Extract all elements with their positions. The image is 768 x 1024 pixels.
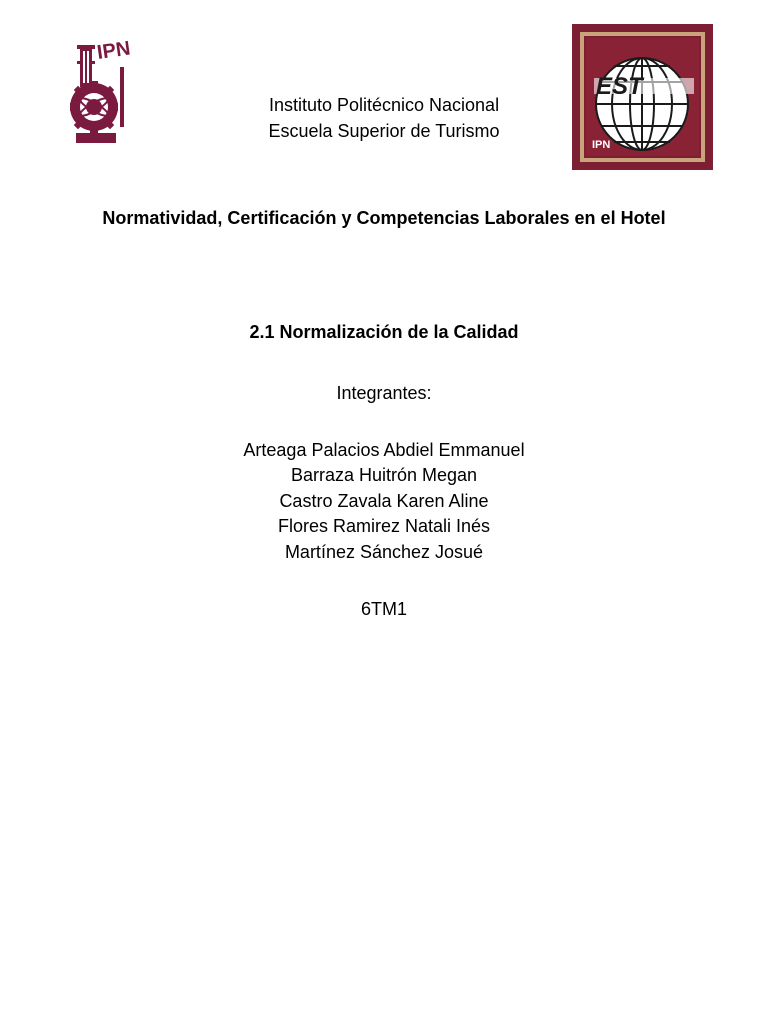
school-name: Escuela Superior de Turismo [268,121,500,141]
member-name: Arteaga Palacios Abdiel Emmanuel [243,440,525,460]
institution-name: Instituto Politécnico Nacional [268,95,500,115]
document-title: Normatividad, Certificación y Competencias Laborales en el Hotel [102,208,666,228]
est-globe-icon [572,24,713,170]
member-name: Martínez Sánchez Josué [284,542,484,562]
svg-text:IPN: IPN [95,37,130,64]
svg-text:EST: EST [596,73,643,100]
member-name: Barraza Huitrón Megan [290,465,478,485]
member-name: Flores Ramirez Natali Inés [277,516,491,536]
section-heading: 2.1 Normalización de la Calidad [249,322,519,342]
est-logo [572,24,713,170]
member-name: Castro Zavala Karen Aline [279,491,489,511]
members-label: Integrantes: [336,383,432,403]
svg-text:IPN: IPN [592,139,611,151]
group-code: 6TM1 [360,599,407,619]
